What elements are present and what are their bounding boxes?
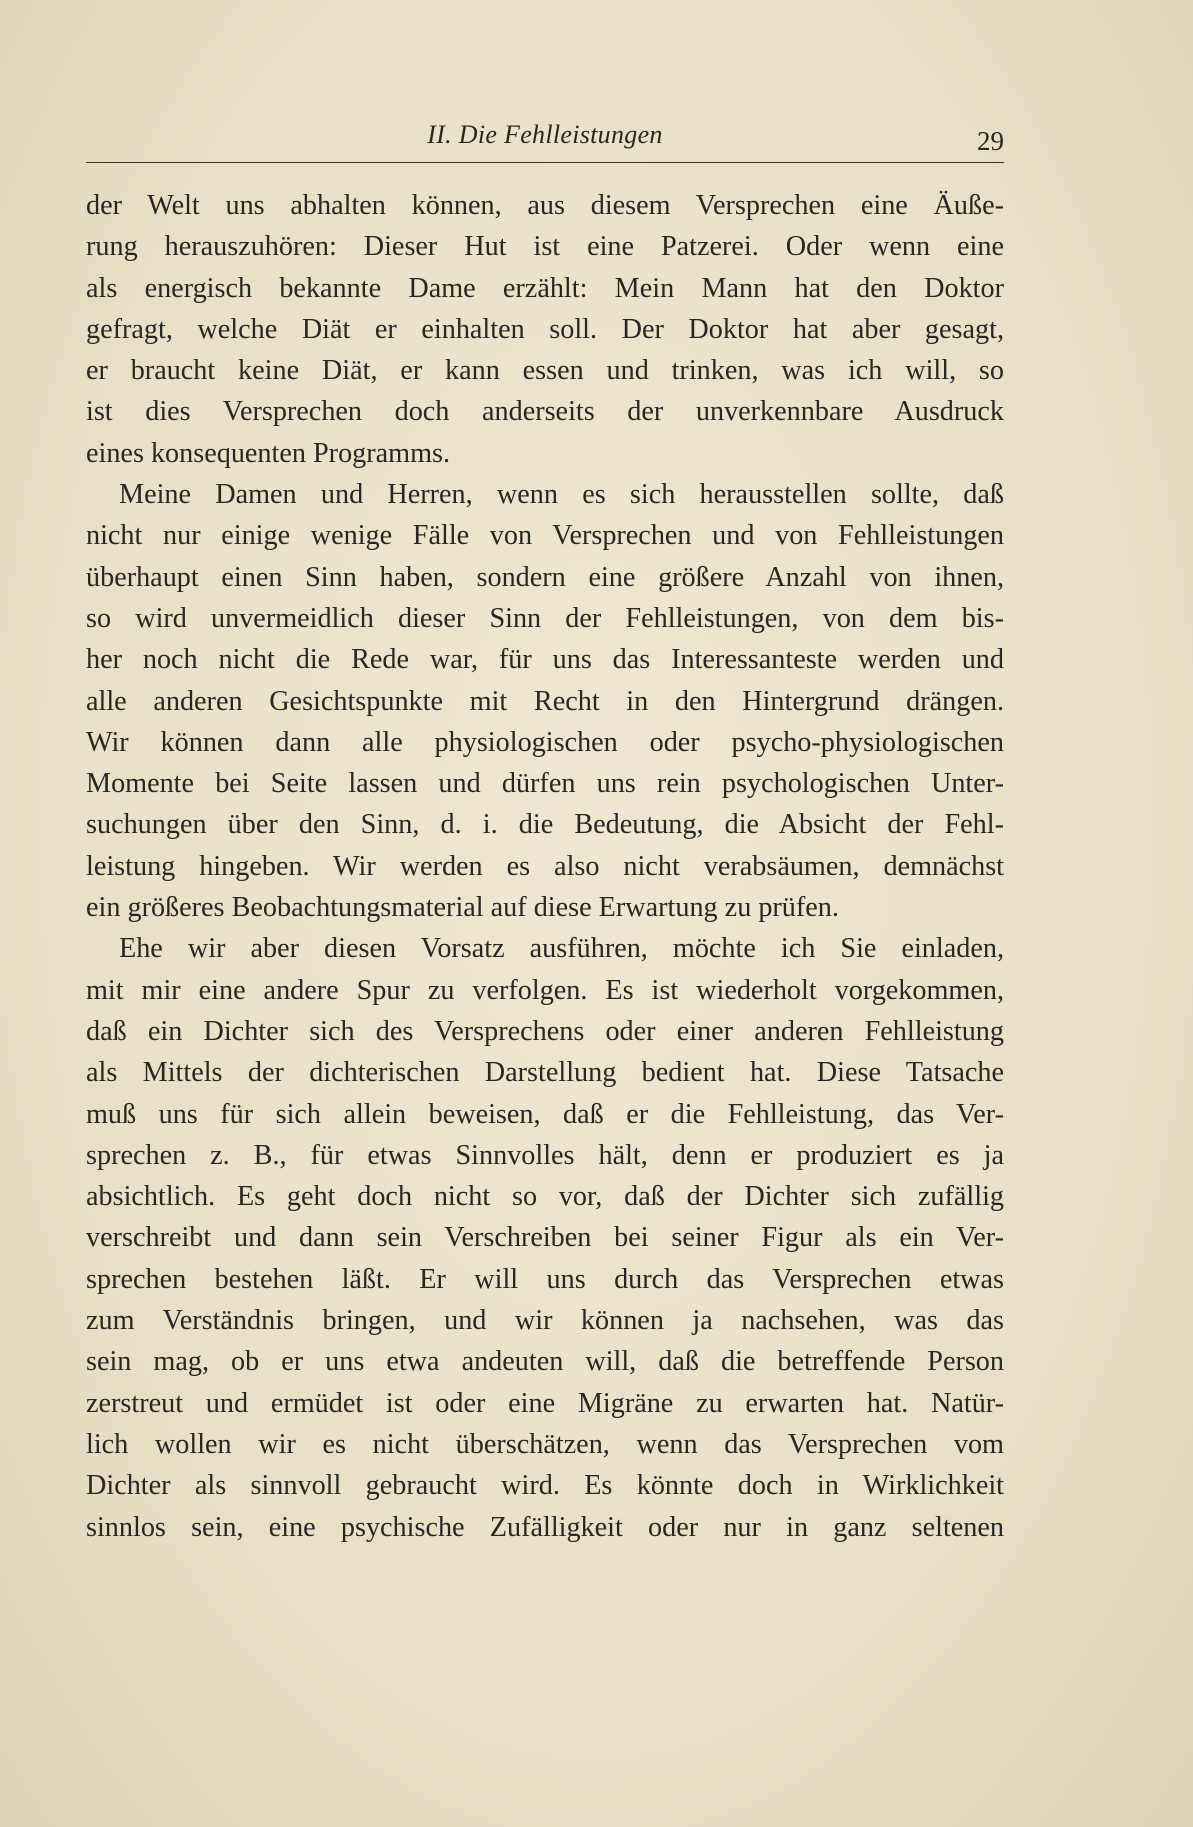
text-line: überhaupt einen Sinn haben, sondern eine größere Anzahl von ihnen, bbox=[86, 561, 1004, 593]
text-line: sinnlos sein, eine psychische Zufälligkeit oder nur in ganz seltenen bbox=[86, 1511, 1004, 1543]
text-line: der Welt uns abhalten können, aus diesem Versprechen eine Äuße- bbox=[86, 190, 1004, 221]
text-line: ist dies Versprechen doch anderseits der unverkennbare Ausdruck bbox=[86, 396, 1004, 428]
text-line: zerstreut und ermüdet ist oder eine Migräne zu erwarten hat. Natür- bbox=[86, 1387, 1004, 1419]
text-line: gefragt, welche Diät er einhalten soll. Der Doktor hat aber gesagt, bbox=[86, 313, 1004, 345]
text-line: sprechen z. B., für etwas Sinnvolles hält, denn er produziert es ja bbox=[86, 1139, 1004, 1171]
header-rule bbox=[86, 162, 1004, 163]
text-line: als energisch bekannte Dame erzählt: Mein Mann hat den Doktor bbox=[86, 272, 1004, 304]
text-line: suchungen über den Sinn, d. i. die Bedeutung, die Absicht der Fehl- bbox=[86, 809, 1004, 841]
text-line: sein mag, ob er uns etwa andeuten will, daß die betreffende Person bbox=[86, 1346, 1004, 1378]
text-line: zum Verständnis bringen, und wir können ja nachsehen, was das bbox=[86, 1305, 1004, 1337]
text-line: mit mir eine andere Spur zu verfolgen. Es ist wiederholt vorgekommen, bbox=[86, 974, 1004, 1006]
text-line: lich wollen wir es nicht überschätzen, wenn das Versprechen vom bbox=[86, 1428, 1004, 1460]
text-line: Wir können dann alle physiologischen oder psycho-physiologischen bbox=[86, 726, 1004, 758]
paragraph-first-line: Meine Damen und Herren, wenn es sich herausstellen sollte, daß bbox=[119, 479, 1004, 511]
page-number: 29 bbox=[977, 126, 1004, 156]
running-head bbox=[86, 120, 1004, 160]
text-line: Momente bei Seite lassen und dürfen uns rein psychologischen Unter- bbox=[86, 768, 1004, 800]
text-line: als Mittels der dichterischen Darstellung bedient hat. Diese Tatsache bbox=[86, 1057, 1004, 1089]
text-line: eines konsequenten Programms. bbox=[86, 437, 451, 469]
text-line: muß uns für sich allein beweisen, daß er die Fehlleistung, das Ver- bbox=[86, 1098, 1004, 1130]
chapter-running-title: II. Die Fehlleistungen bbox=[427, 120, 663, 149]
text-line: alle anderen Gesichtspunkte mit Recht in den Hintergrund drängen. bbox=[86, 685, 1004, 717]
paragraph-first-line: Ehe wir aber diesen Vorsatz ausführen, möchte ich Sie einladen, bbox=[119, 933, 1004, 965]
text-line: absichtlich. Es geht doch nicht so vor, daß der Dichter sich zufällig bbox=[86, 1181, 1004, 1213]
text-line: so wird unvermeidlich dieser Sinn der Fehlleistungen, von dem bis- bbox=[86, 602, 1004, 634]
text-line: her noch nicht die Rede war, für uns das Interessanteste werden und bbox=[86, 644, 1004, 676]
text-line: verschreibt und dann sein Verschreiben bei seiner Figur als ein Ver- bbox=[86, 1222, 1004, 1254]
text-line: nicht nur einige wenige Fälle von Versprechen und von Fehlleistungen bbox=[86, 520, 1004, 552]
text-line: Dichter als sinnvoll gebraucht wird. Es könnte doch in Wirklichkeit bbox=[86, 1470, 1004, 1502]
text-line: er braucht keine Diät, er kann essen und trinken, was ich will, so bbox=[86, 355, 1004, 387]
text-line: ein größeres Beobachtungsmaterial auf diese Erwartung zu prüfen. bbox=[86, 892, 839, 924]
text-line: rung herauszuhören: Dieser Hut ist eine Patzerei. Oder wenn eine bbox=[86, 231, 1004, 263]
text-line: sprechen bestehen läßt. Er will uns durch das Versprechen etwas bbox=[86, 1263, 1004, 1295]
text-line: daß ein Dichter sich des Versprechens oder einer anderen Fehlleistung bbox=[86, 1015, 1004, 1047]
body-text bbox=[86, 185, 1004, 1548]
text-line: leistung hingeben. Wir werden es also nicht verabsäumen, demnächst bbox=[86, 850, 1004, 882]
